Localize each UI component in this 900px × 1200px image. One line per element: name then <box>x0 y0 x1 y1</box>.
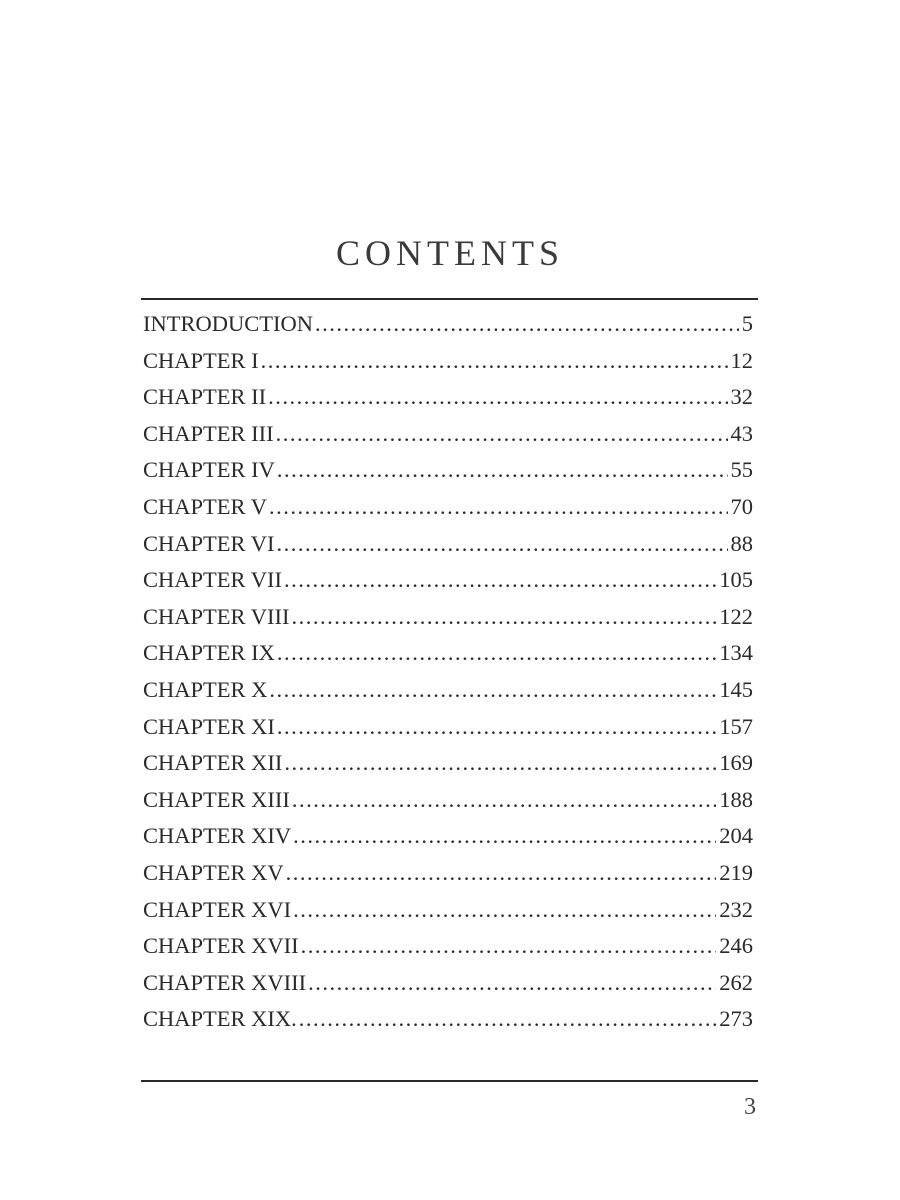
toc-entry-label: CHAPTER XVII <box>143 933 299 959</box>
top-rule <box>141 298 758 300</box>
toc-entry-label: CHAPTER XVIII <box>143 969 307 995</box>
toc-entry-page: 5 <box>741 311 753 336</box>
dot-leader <box>268 379 727 416</box>
toc-entry-page: 134 <box>719 640 753 666</box>
toc-entry-chapter-7[interactable] <box>143 562 753 599</box>
toc-entry-chapter-4[interactable] <box>143 452 753 489</box>
toc-entry-chapter-16[interactable] <box>143 892 753 929</box>
dot-leader <box>299 1001 716 1038</box>
toc-entry-label: CHAPTER X <box>143 676 268 702</box>
toc-entry-page: 105 <box>719 567 753 593</box>
dot-leader <box>293 892 716 929</box>
dot-leader <box>292 782 716 819</box>
dot-leader <box>277 452 728 489</box>
toc-entry-chapter-1[interactable] <box>143 343 753 380</box>
toc-entry-page: 122 <box>719 603 753 629</box>
dot-leader <box>277 635 716 672</box>
toc-entry-page: 12 <box>730 347 753 373</box>
dot-leader <box>308 965 716 1002</box>
toc-entry-label: CHAPTER XIII <box>143 786 290 812</box>
page-title: CONTENTS <box>336 233 564 273</box>
toc-entry-label: CHAPTER I <box>143 347 259 373</box>
toc-entry-page: 55 <box>730 457 753 483</box>
dot-leader <box>301 928 717 965</box>
toc-entry-label: CHAPTER XI <box>143 713 275 739</box>
bottom-rule <box>141 1080 758 1082</box>
dot-leader <box>269 489 728 526</box>
toc-entry-chapter-18[interactable] <box>143 965 753 1002</box>
toc-entry-page: 169 <box>719 750 753 776</box>
toc-entry-chapter-10[interactable] <box>143 672 753 709</box>
toc-entry-chapter-14[interactable] <box>143 818 753 855</box>
toc-entry-label: CHAPTER IV <box>143 457 275 483</box>
toc-entry-label: CHAPTER XIV <box>143 823 292 849</box>
toc-entry-label: CHAPTER XV <box>143 859 284 885</box>
toc-entry-label: CHAPTER II <box>143 384 267 410</box>
toc-entry-label: CHAPTER IX <box>143 640 275 666</box>
toc-entry-label: CHAPTER XVI <box>143 896 292 922</box>
dot-leader <box>276 416 728 453</box>
dot-leader <box>284 562 716 599</box>
dot-leader <box>276 526 727 563</box>
toc-entry-page: 157 <box>719 713 753 739</box>
toc-entry-page: 145 <box>719 676 753 702</box>
toc-entry-label: CHAPTER VIII <box>143 603 290 629</box>
toc-entry-page: 262 <box>719 969 753 995</box>
toc-entry-label: CHAPTER III <box>143 420 274 446</box>
toc-entry-chapter-2[interactable] <box>143 379 753 416</box>
toc-entry-page: 70 <box>730 493 753 519</box>
toc-entry-chapter-15[interactable] <box>143 855 753 892</box>
toc-entry-chapter-11[interactable] <box>143 709 753 746</box>
dot-leader <box>284 745 716 782</box>
page-number: 3 <box>744 1094 756 1120</box>
dot-leader <box>293 818 716 855</box>
toc-entry-label: INTRODUCTION <box>143 311 313 336</box>
toc-entry-page: 188 <box>719 786 753 812</box>
dot-leader <box>286 855 717 892</box>
toc-entry-page: 204 <box>719 823 753 849</box>
dot-leader <box>261 343 728 380</box>
toc-entry-page: 32 <box>730 384 753 410</box>
toc-entry-chapter-8[interactable] <box>143 599 753 636</box>
toc-entry-chapter-9[interactable] <box>143 635 753 672</box>
dot-leader <box>291 599 716 636</box>
toc-entry-page: 43 <box>730 420 753 446</box>
toc-entry-page: 232 <box>719 896 753 922</box>
toc-entry-chapter-3[interactable] <box>143 416 753 453</box>
toc-entry-chapter-13[interactable] <box>143 782 753 819</box>
toc-entry-label: CHAPTER V <box>143 493 267 519</box>
toc-entry-chapter-12[interactable] <box>143 745 753 782</box>
dot-leader <box>277 709 716 746</box>
toc-entry-page: 246 <box>719 933 753 959</box>
toc-entry-page: 219 <box>719 859 753 885</box>
toc-entry-page: 88 <box>730 530 753 556</box>
toc-entry-label: CHAPTER VII <box>143 567 282 593</box>
toc-entry-chapter-17[interactable] <box>143 928 753 965</box>
toc-entry-page: 273 <box>719 1006 753 1032</box>
toc-entry-chapter-6[interactable] <box>143 526 753 563</box>
table-of-contents <box>143 306 753 1038</box>
toc-entry-label: CHAPTER XII <box>143 750 283 776</box>
toc-entry-chapter-19[interactable] <box>143 1001 753 1038</box>
toc-entry-introduction[interactable] <box>143 306 753 343</box>
toc-entry-label: CHAPTER VI <box>143 530 275 556</box>
toc-entry-chapter-5[interactable] <box>143 489 753 526</box>
dot-leader <box>269 672 716 709</box>
dot-leader <box>315 306 739 343</box>
toc-entry-label: CHAPTER XIX. <box>143 1006 297 1032</box>
